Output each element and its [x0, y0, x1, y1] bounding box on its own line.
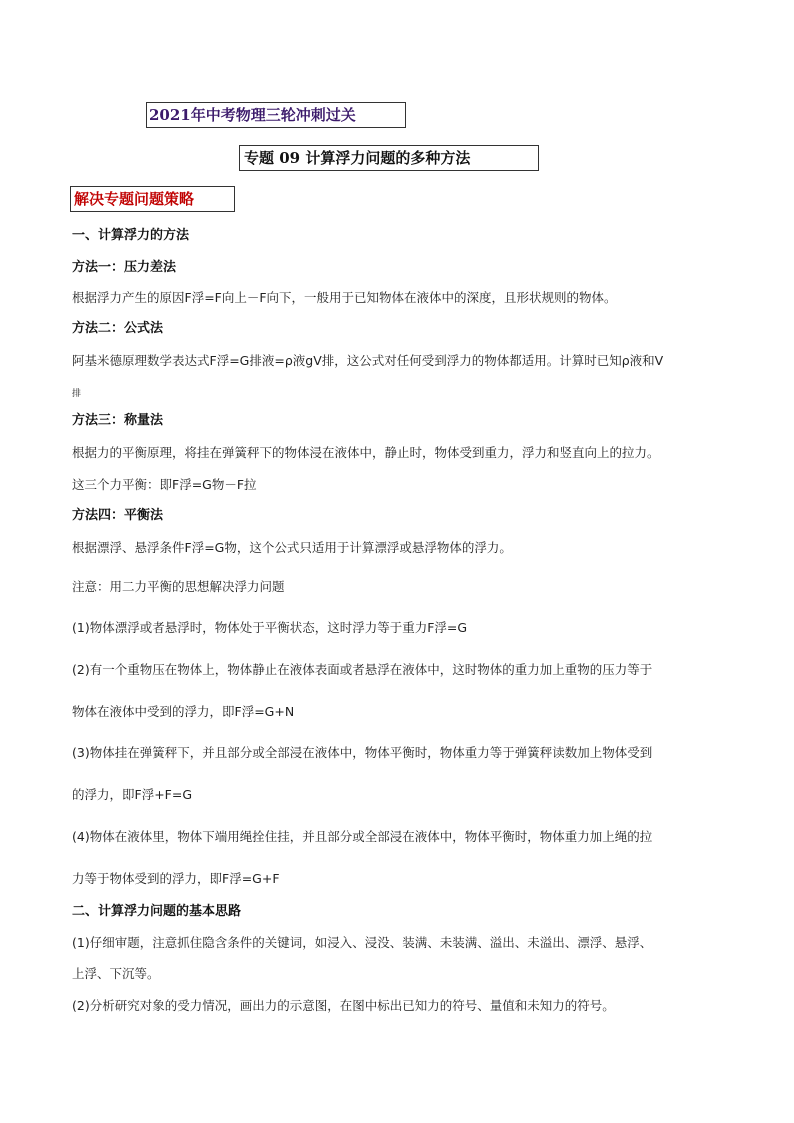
document-title: 2021年中考物理三轮冲刺过关 [146, 102, 406, 128]
note-heading: 注意：用二力平衡的思想解决浮力问题 [72, 579, 285, 594]
section-heading-approach: 二、计算浮力问题的基本思路 [72, 904, 242, 919]
method-1-text: 根据浮力产生的原因F浮=F向上－F向下，一般用于已知物体在液体中的深度，且形状规则的物体。 [72, 290, 617, 305]
method-2-heading: 方法二：公式法 [72, 321, 164, 336]
method-3-equation: 这三个力平衡：即F浮=G物－F拉 [72, 477, 257, 492]
method-2-text-cont: 排 [72, 389, 82, 399]
approach-item-1: (1)仔细审题，注意抓住隐含条件的关键词，如浸入、浸没、装满、未装满、溢出、未溢出、漂浮、悬浮、 [72, 935, 653, 950]
approach-item-1-cont: 上浮、下沉等。 [72, 966, 160, 981]
note-item-3: (3)物体挂在弹簧秤下，并且部分或全部浸在液体中，物体平衡时，物体重力等于弹簧秤读数加上物体受到 [72, 745, 653, 760]
note-item-3-cont: 的浮力，即F浮+F=G [72, 787, 193, 802]
note-item-1: (1)物体漂浮或者悬浮时，物体处于平衡状态，这时浮力等于重力F浮=G [72, 620, 468, 635]
method-2-text: 阿基米德原理数学表达式F浮=G排液=ρ液gV排，这公式对任何受到浮力的物体都适用。计算时已知ρ液和V [72, 353, 664, 368]
method-3-text: 根据力的平衡原理，将挂在弹簧秤下的物体浸在液体中，静止时，物体受到重力，浮力和竖直向上的拉力。 [72, 445, 660, 460]
note-item-2: (2)有一个重物压在物体上，物体静止在液体表面或者悬浮在液体中，这时物体的重力加上重物的压力等于 [72, 662, 653, 677]
section-heading-methods: 一、计算浮力的方法 [72, 228, 190, 243]
note-item-4-cont: 力等于物体受到的浮力，即F浮=G+F [72, 871, 280, 886]
method-3-heading: 方法三：称量法 [72, 413, 164, 428]
method-1-heading: 方法一：压力差法 [72, 260, 177, 275]
method-4-heading: 方法四：平衡法 [72, 508, 164, 523]
note-item-2-cont: 物体在液体中受到的浮力，即F浮=G+N [72, 704, 295, 719]
document-subtitle: 专题 09 计算浮力问题的多种方法 [239, 145, 539, 171]
note-item-4: (4)物体在液体里，物体下端用绳拴住挂，并且部分或全部浸在液体中，物体平衡时，物体重力加上绳的拉 [72, 829, 653, 844]
approach-item-2: (2)分析研究对象的受力情况，画出力的示意图，在图中标出已知力的符号、量值和未知力的符号。 [72, 998, 615, 1013]
section-banner: 解决专题问题策略 [70, 186, 235, 212]
method-4-text: 根据漂浮、悬浮条件F浮=G物，这个公式只适用于计算漂浮或悬浮物体的浮力。 [72, 540, 512, 555]
